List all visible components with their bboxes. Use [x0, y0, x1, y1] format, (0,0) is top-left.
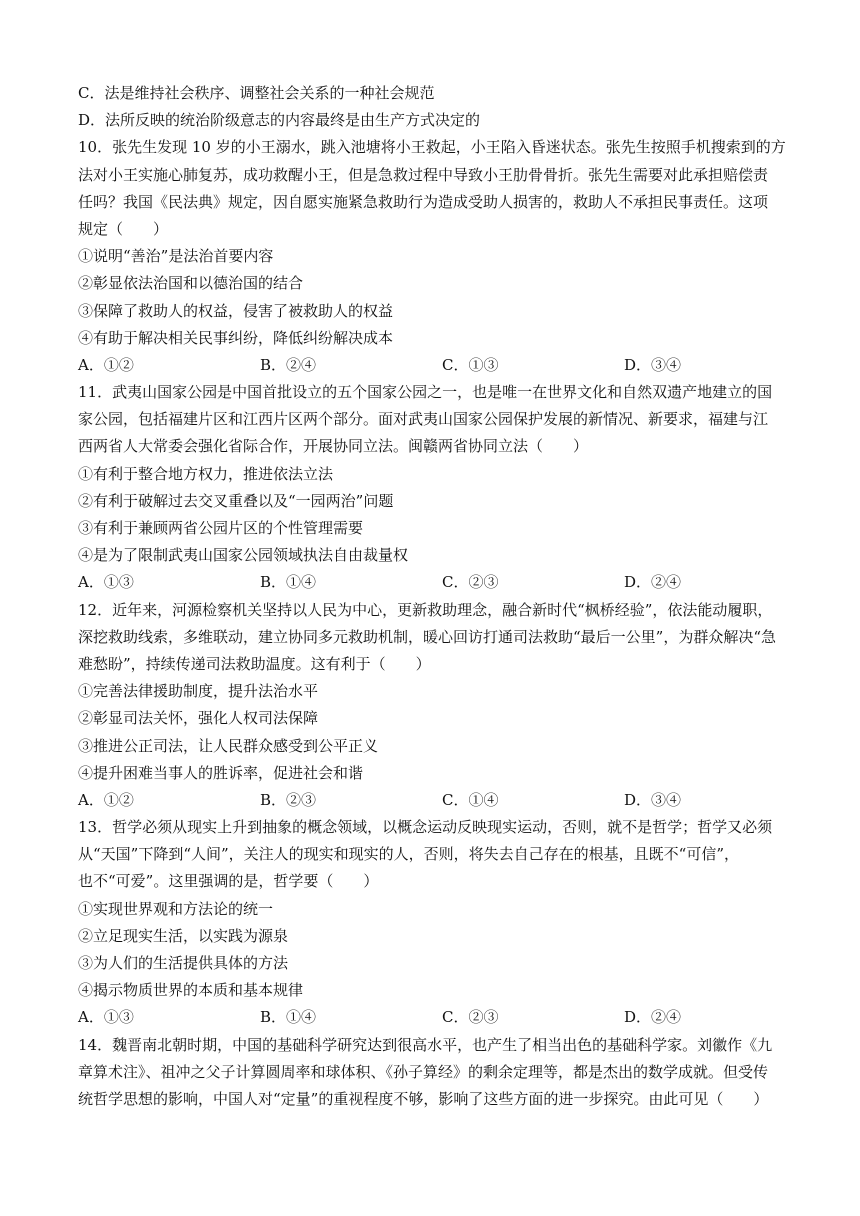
answer-option: C．①④ [442, 790, 499, 809]
statement-item: ④揭示物质世界的本质和基本规律 [78, 981, 304, 1000]
statement-item: ①完善法律援助制度，提升法治水平 [78, 682, 319, 701]
statement-item: ①说明“善治”是法治首要内容 [78, 247, 274, 266]
question-stem-line: 深挖救助线索，多维联动，建立协同多元救助机制，暖心回访打通司法救助“最后一公里”，为群众解决“急 [78, 627, 777, 646]
question-stem-line: 也不“可爱”。这里强调的是，哲学要（ ） [78, 872, 379, 891]
statement-item: ②彰显司法关怀，强化人权司法保障 [78, 709, 319, 728]
answer-option: B．②③ [260, 790, 317, 809]
answer-option: A．①② [78, 355, 134, 374]
answer-option: B．①④ [260, 573, 317, 592]
question-stem-line: 西两省人大常委会强化省际合作，开展协同立法。闽赣两省协同立法（ ） [78, 437, 589, 456]
answer-option: C．①③ [442, 355, 499, 374]
statement-item: ②立足现实生活，以实践为源泉 [78, 926, 289, 945]
answer-option: A．①③ [78, 1008, 134, 1027]
answer-options [78, 1004, 788, 1031]
answer-option: B．②④ [260, 355, 317, 374]
statement-item: ④提升困难当事人的胜诉率，促进社会和谐 [78, 763, 364, 782]
exam-content [78, 80, 788, 1113]
statement-item: ③保障了救助人的权益，侵害了被救助人的权益 [78, 301, 394, 320]
question-stem-line: 13．哲学必须从现实上升到抽象的概念领域，以概念运动反映现实运动，否则，就不是哲学；哲学又必须 [78, 818, 773, 837]
statement-item: ②有利于破解过去交叉重叠以及“一园两治”问题 [78, 491, 394, 510]
answer-option: D．②④ [624, 573, 682, 592]
statement-item: ③有利于兼顾两省公园片区的个性管理需要 [78, 519, 364, 537]
option-line: D．法所反映的统治阶级意志的内容最终是由生产方式决定的 [78, 111, 481, 130]
question-stem-line: 10．张先生发现 10 岁的小王溺水，跳入池塘将小王救起，小王陷入昏迷状态。张先生按照手机搜索到的方 [78, 138, 786, 157]
question-stem-line: 规定（ ） [78, 219, 169, 238]
answer-option: C．②③ [442, 1008, 499, 1027]
statement-item: ①实现世界观和方法论的统一 [78, 899, 274, 918]
question-stem-line: 11．武夷山国家公园是中国首批设立的五个国家公园之一，也是唯一在世界文化和自然双遗产地建立的国 [78, 383, 773, 402]
question-stem-line: 难愁盼”，持续传递司法救助温度。这有利于（ ） [78, 654, 431, 673]
answer-option: B．①④ [260, 1008, 317, 1027]
question-stem-line: 统哲学思想的影响，中国人对“定量”的重视程度不够，影响了这些方面的进一步探究。由此可见（ ） [78, 1089, 769, 1108]
question-stem-line: 14．魏晋南北朝时期，中国的基础科学研究达到很高水平，也产生了相当出色的基础科学家。刘徽作《九 [78, 1035, 773, 1054]
statement-item: ②彰显依法治国和以德治国的结合 [78, 274, 304, 293]
answer-option: C．②③ [442, 573, 499, 592]
question-stem-line: 法对小王实施心肺复苏，成功救醒小王，但是急救过程中导致小王肋骨骨折。张先生需要对此承担赔偿责 [78, 165, 769, 184]
statement-item: ①有利于整合地方权力，推进依法立法 [78, 464, 334, 483]
answer-option: A．①③ [78, 573, 134, 592]
statement-item: ③为人们的生活提供具体的方法 [78, 954, 289, 972]
statement-item: ③推进公正司法，让人民群众感受到公平正义 [78, 736, 379, 755]
question-stem-line: 任吗？我国《民法典》规定，因自愿实施紧急救助行为造成受助人损害的，救助人不承担民事责任。这项 [78, 192, 769, 211]
answer-option: D．③④ [624, 355, 682, 374]
answer-option: D．③④ [624, 790, 682, 809]
option-line: C．法是维持社会秩序、调整社会关系的一种社会规范 [78, 84, 435, 102]
statement-item: ④是为了限制武夷山国家公园领域执法自由裁量权 [78, 546, 409, 565]
statement-item: ④有助于解决相关民事纠纷，降低纠纷解决成本 [78, 328, 394, 347]
answer-options [78, 569, 788, 596]
answer-options [78, 787, 788, 814]
question-stem-line: 12．近年来，河源检察机关坚持以人民为中心，更新救助理念，融合新时代“枫桥经验”，依法能动履职， [78, 600, 773, 619]
answer-option: D．②④ [624, 1008, 682, 1027]
answer-option: A．①② [78, 790, 134, 809]
question-stem-line: 章算术注》、祖冲之父子计算圆周率和球体积、《孙子算经》的剩余定理等，都是杰出的数学成就。但受传 [78, 1062, 769, 1081]
answer-options [78, 352, 788, 379]
question-stem-line: 家公园，包括福建片区和江西片区两个部分。面对武夷山国家公园保护发展的新情况、新要求，福建与江 [78, 410, 769, 429]
question-stem-line: 从“天国”下降到“人间”，关注人的现实和现实的人，否则，将失去自己存在的根基，且既不“可信”， [78, 845, 740, 864]
